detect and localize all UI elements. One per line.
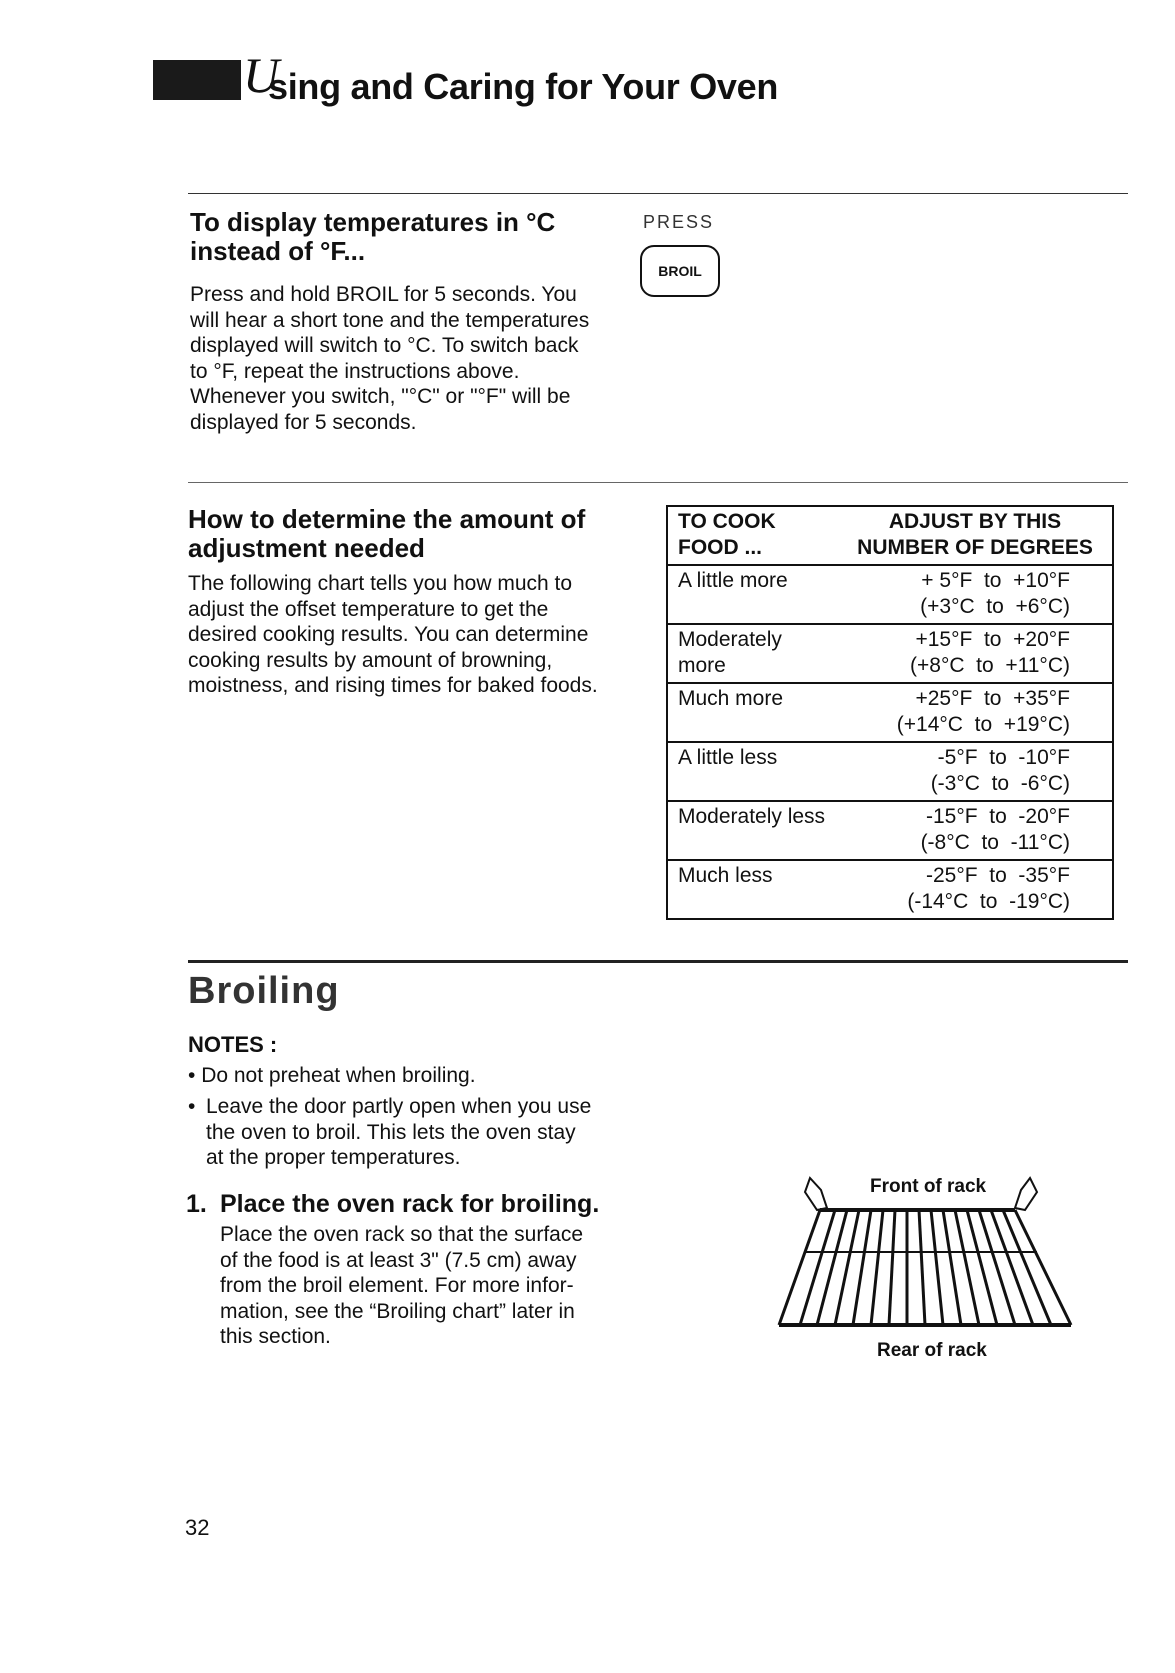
divider xyxy=(188,193,1128,194)
divider xyxy=(188,960,1128,963)
table-row: Much less -25°F to -35°F (-14°C to -19°C) xyxy=(668,860,1112,919)
press-label: PRESS xyxy=(643,212,715,232)
temp-units-heading: To display temperatures in °C instead of °F... xyxy=(190,207,556,266)
rack-front-label: Front of rack xyxy=(870,1176,987,1197)
temp-units-body: Press and hold BROIL for 5 seconds. You will hear a short tone and the temperatures displayed will switch to °C. To switch back to °F, repeat the instructions above. Whenever you switch, "°C" or "°F" will be displayed for 5 seconds. xyxy=(190,283,590,434)
adjustment-body: The following chart tells you how much to adjust the offset temperature to get the desired cooking results. You can determine cooking results by amount of browning, moistness, and rising times for baked foods. xyxy=(188,572,598,697)
table-header-degrees: ADJUST BY THIS NUMBER OF DEGREES xyxy=(857,510,1093,559)
table-row: A little less -5°F to -10°F (-3°C to -6°C) xyxy=(668,742,1112,801)
title-initial: U xyxy=(243,47,280,103)
table-row: Moderately more +15°F to +20°F (+8°C to +11°C) xyxy=(668,624,1112,683)
adjustment-heading: How to determine the amount of adjustment needed xyxy=(188,504,586,563)
rack-rear-label: Rear of rack xyxy=(877,1340,987,1361)
bullet-icon: • xyxy=(188,1064,196,1087)
broil-button: BROIL xyxy=(640,245,720,297)
step-title: Place the oven rack for broiling. xyxy=(220,1190,600,1218)
divider xyxy=(188,482,1128,483)
note-item: • Leave the door partly open when you use the oven to broil. This lets the oven stay at the proper temperatures. xyxy=(188,1095,592,1169)
oven-rack-icon xyxy=(775,1170,1075,1330)
note-item: • Do not preheat when broiling. xyxy=(188,1064,476,1087)
table-header-food: TO COOK FOOD ... xyxy=(678,510,776,559)
table-row: Moderately less -15°F to -20°F (-8°C to -11°C) xyxy=(668,801,1112,860)
step-body: Place the oven rack so that the surface of the food is at least 3" (7.5 cm) away from the broil element. For more infor- mation, see the “Broiling chart” later in this section. xyxy=(220,1223,584,1348)
page-number: 32 xyxy=(185,1515,210,1540)
bullet-icon: • xyxy=(188,1095,196,1118)
step-number: 1. xyxy=(186,1190,207,1218)
table-header-row xyxy=(668,507,1112,565)
section-logo-icon xyxy=(153,60,241,100)
table-row: Much more +25°F to +35°F (+14°C to +19°C) xyxy=(668,683,1112,742)
page-title: sing and Caring for Your Oven xyxy=(268,66,779,107)
notes-label: NOTES : xyxy=(188,1032,278,1057)
broiling-heading: Broiling xyxy=(188,970,340,1012)
adjustment-table xyxy=(666,505,1114,920)
table-row: A little more + 5°F to +10°F (+3°C to +6°C) xyxy=(668,565,1112,624)
